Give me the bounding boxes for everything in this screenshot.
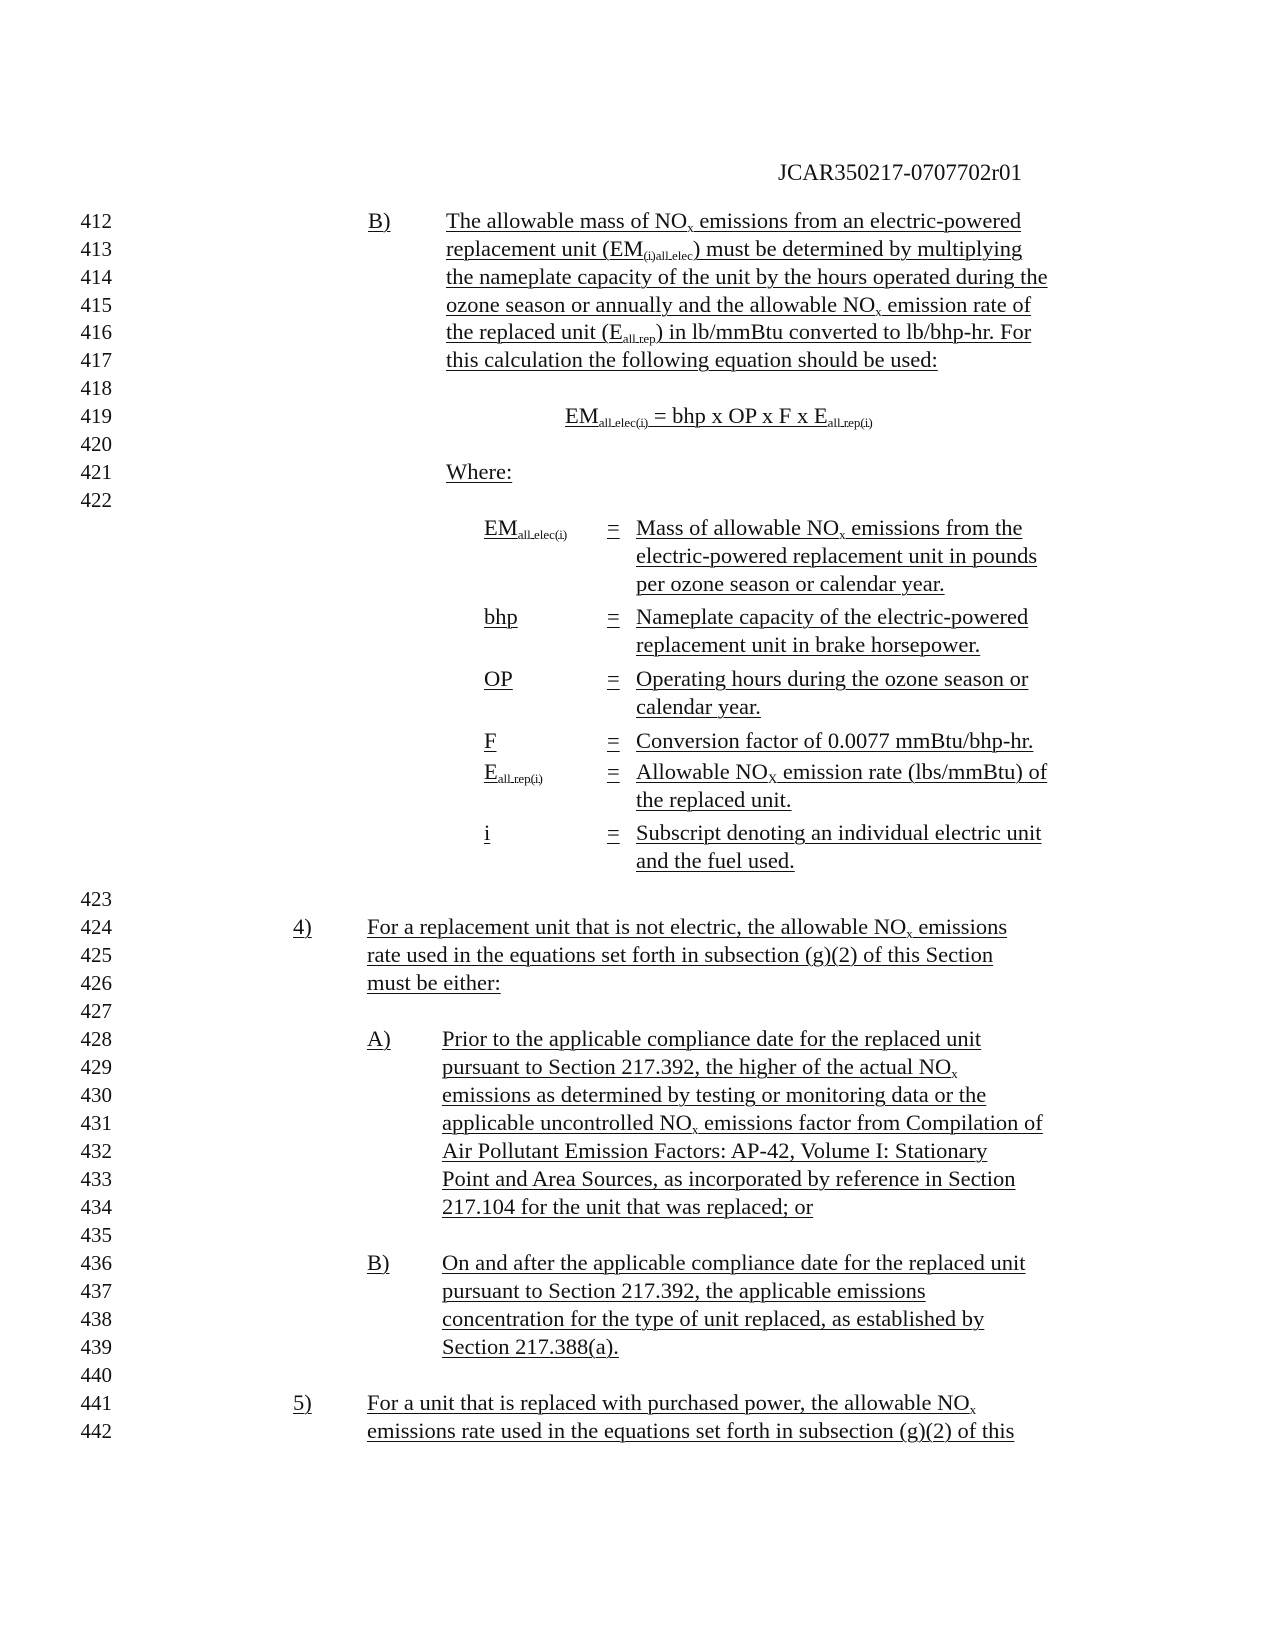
line-number: 416: [80, 320, 112, 344]
line-number: 417: [80, 348, 112, 372]
line-number: 440: [80, 1363, 112, 1387]
line-number: 422: [80, 488, 112, 512]
line-number: 424: [80, 915, 112, 939]
definition-text: electric-powered replacement unit in pounds: [636, 543, 1038, 568]
text-line: pursuant to Section 217.392, the applicable emissions: [442, 1278, 926, 1303]
paragraph-label: A): [367, 1026, 391, 1051]
paragraph-label: 5): [293, 1390, 312, 1415]
line-number: 441: [80, 1391, 112, 1415]
line-number: 434: [80, 1195, 112, 1219]
line-number: 421: [80, 460, 112, 484]
text-line: For a replacement unit that is not electric, the allowable $NO_x$ emissions: [367, 914, 1008, 941]
definition-symbol: $E_{all rep(i)}$: [484, 759, 543, 786]
definition-text: replacement unit in brake horsepower.: [636, 632, 981, 657]
definition-equals: =: [607, 604, 620, 629]
definition-equals: =: [607, 515, 620, 540]
line-number: 431: [80, 1111, 112, 1135]
definition-symbol: $EM_{all elec(i)}$: [484, 515, 568, 542]
paragraph-label: 4): [293, 914, 312, 939]
line-number: 418: [80, 376, 112, 400]
line-number: 430: [80, 1083, 112, 1107]
definition-text: per ozone season or calendar year.: [636, 571, 945, 596]
text-line: ozone season or annually and the allowable $NO_x$ emission rate of: [446, 292, 1032, 319]
text-line: emissions rate used in the equations set forth in subsection (g)(2) of this: [367, 1418, 1015, 1443]
text-line: the nameplate capacity of the unit by the hours operated during the: [446, 264, 1048, 289]
text-line: For a unit that is replaced with purchased power, the allowable $NO_x$: [367, 1390, 977, 1417]
text-line: 217.104 for the unit that was replaced; or: [442, 1194, 814, 1219]
text-line: Section 217.388(a).: [442, 1334, 619, 1359]
definition-text: and the fuel used.: [636, 848, 795, 873]
line-number: 412: [80, 209, 112, 233]
definition-symbol: bhp: [484, 604, 518, 629]
definition-text: Allowable $NO_X$ emission rate (lbs/mmBtu) of: [636, 759, 1048, 786]
line-number: 415: [80, 293, 112, 317]
definition-equals: =: [607, 820, 620, 845]
text-line: concentration for the type of unit replaced, as established by: [442, 1306, 985, 1331]
paragraph-label: B): [367, 1250, 390, 1275]
document-id: JCAR350217-0707702r01: [778, 160, 1023, 185]
line-number: 426: [80, 971, 112, 995]
line-number: 420: [80, 432, 112, 456]
text-line: this calculation the following equation should be used:: [446, 347, 938, 372]
where-label: Where:: [446, 459, 513, 484]
text-line: Point and Area Sources, as incorporated by reference in Section: [442, 1166, 1016, 1191]
line-number: 423: [80, 887, 112, 911]
definition-text: calendar year.: [636, 694, 761, 719]
line-number: 435: [80, 1223, 112, 1247]
definition-text: Operating hours during the ozone season or: [636, 666, 1029, 691]
line-number: 442: [80, 1419, 112, 1443]
definition-equals: =: [607, 759, 620, 784]
line-number: 419: [80, 404, 112, 428]
line-number: 427: [80, 999, 112, 1023]
line-number: 433: [80, 1167, 112, 1191]
text-line: Air Pollutant Emission Factors: AP-42, Volume I: Stationary: [442, 1138, 988, 1163]
text-line: pursuant to Section 217.392, the higher of the actual $NO_x$: [442, 1054, 958, 1081]
text-line: emissions as determined by testing or monitoring data or the: [442, 1082, 987, 1107]
line-number: 437: [80, 1279, 112, 1303]
equation: $EM_{all elec(i)}$ = bhp x OP x F x $E_{all rep(i)}$: [565, 403, 873, 430]
definition-symbol: i: [484, 820, 491, 845]
line-number: 414: [80, 265, 112, 289]
line-number: 429: [80, 1055, 112, 1079]
text-line: replacement unit $(EM_{(i)all elec})$ must be determined by multiplying: [446, 236, 1023, 263]
text-line: Prior to the applicable compliance date for the replaced unit: [442, 1026, 982, 1051]
line-number: 432: [80, 1139, 112, 1163]
definition-text: Nameplate capacity of the electric-powered: [636, 604, 1029, 629]
definition-symbol: F: [484, 728, 497, 753]
line-number: 438: [80, 1307, 112, 1331]
definition-symbol: OP: [484, 666, 513, 691]
definition-text: the replaced unit.: [636, 787, 792, 812]
text-line: On and after the applicable compliance date for the replaced unit: [442, 1250, 1026, 1275]
definition-equals: =: [607, 728, 620, 753]
definition-equals: =: [607, 666, 620, 691]
line-number: 425: [80, 943, 112, 967]
line-number: 428: [80, 1027, 112, 1051]
line-number: 436: [80, 1251, 112, 1275]
definition-text: Subscript denoting an individual electric unit: [636, 820, 1042, 845]
line-number: 413: [80, 237, 112, 261]
text-line: the replaced unit $(E_{all rep})$ in lb/mmBtu converted to lb/bhp-hr. For: [446, 319, 1032, 346]
line-number: 439: [80, 1335, 112, 1359]
text-line: applicable uncontrolled $NO_x$ emissions factor from Compilation of: [442, 1110, 1043, 1137]
definition-text: Mass of allowable $NO_x$ emissions from the: [636, 515, 1023, 542]
text-line: must be either:: [367, 970, 501, 995]
paragraph-label: B): [368, 208, 391, 233]
text-line: The allowable mass of $NO_x$ emissions from an electric-powered: [446, 208, 1022, 235]
definition-text: Conversion factor of 0.0077 mmBtu/bhp-hr.: [636, 728, 1034, 753]
text-line: rate used in the equations set forth in subsection (g)(2) of this Section: [367, 942, 994, 967]
